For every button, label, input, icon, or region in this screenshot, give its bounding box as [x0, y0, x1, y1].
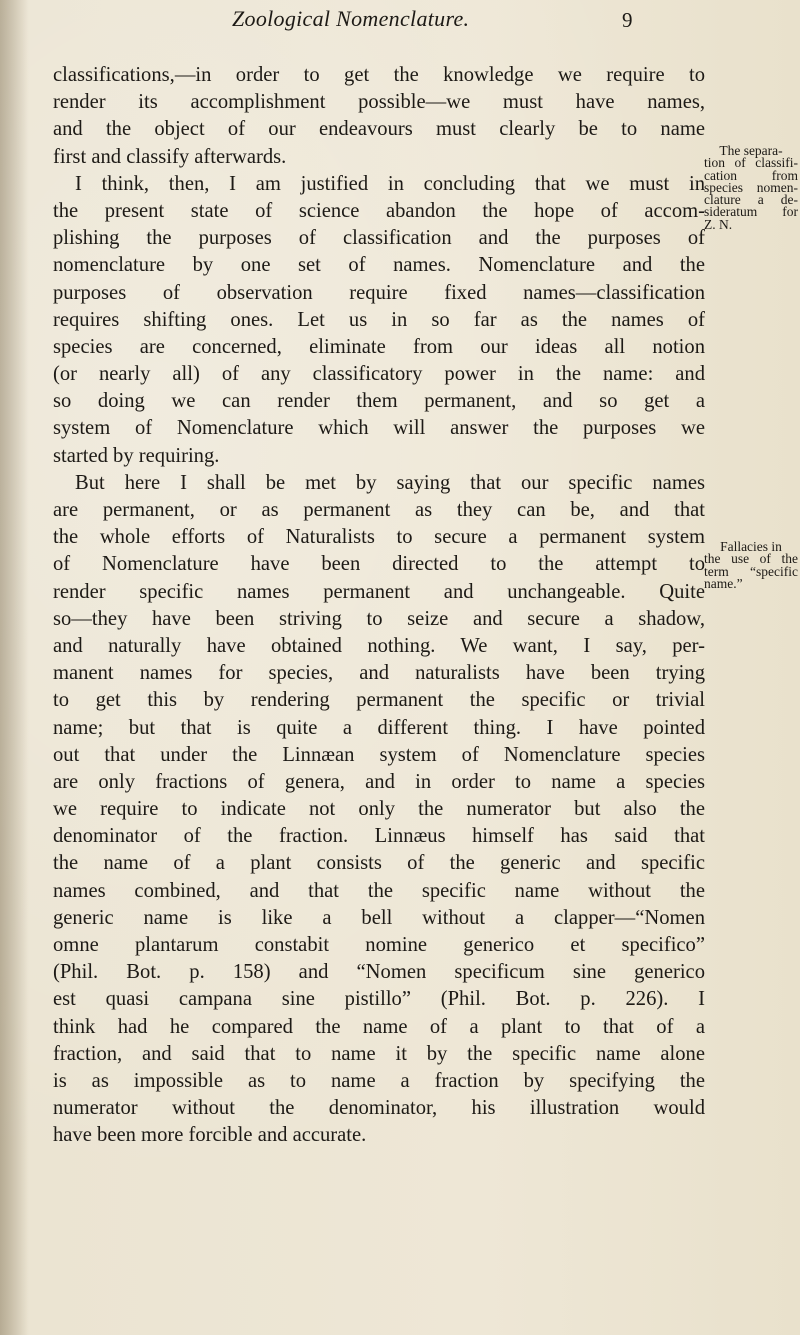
text-line: the name of a plant consists of the generic and specific — [53, 852, 705, 875]
sidenote-line: Z. N. — [704, 216, 733, 232]
text-line: classifications,—in order to get the knowledge we require to — [53, 64, 705, 86]
sidenote-fallacies — [704, 541, 798, 590]
text-line: the whole efforts of Naturalists to secure a permanent system — [53, 526, 705, 549]
text-line: render specific names permanent and unchangeable. Quite — [53, 580, 705, 603]
text-line: we require to indicate not only the numerator but also the — [53, 798, 705, 821]
text-line: fraction, and said that to name it by the specific name alone — [53, 1042, 705, 1065]
sidenote-line: The separa- — [719, 143, 783, 158]
text-line: think had he compared the name of a plant to that of a — [53, 1015, 705, 1038]
text-line: numerator without the denominator, his illustration would — [53, 1097, 705, 1120]
text-line: the present state of science abandon the hope of accom- — [53, 199, 705, 222]
text-line: so—they have been striving to seize and secure a shadow, — [53, 607, 705, 630]
text-line: manent names for species, and naturalists have been trying — [53, 662, 705, 685]
text-line: is as impossible as to name a fraction by specifying the — [53, 1069, 705, 1092]
running-title: Zoological Nomenclature. — [232, 6, 470, 31]
text-line: But here I shall be met by saying that our specific names — [75, 471, 705, 494]
text-line: to get this by rendering permanent the specific or trivial — [53, 689, 705, 712]
text-line: and naturally have obtained nothing. We want, I say, per- — [53, 634, 705, 657]
text-line: plishing the purposes of classification and the purposes of — [53, 227, 705, 250]
body-text — [53, 62, 705, 1150]
page-number: 9 — [622, 8, 633, 32]
sidenote-line: name.” — [704, 575, 743, 591]
text-line: names combined, and that the specific name without the — [53, 879, 705, 902]
text-line: render its accomplishment possible—we must have names, — [53, 91, 705, 114]
text-line: purposes of observation require fixed names—classification — [53, 281, 705, 304]
text-line: I think, then, I am justified in concluding that we must in — [75, 172, 705, 195]
text-line: are only fractions of genera, and in order to name a species — [53, 770, 705, 793]
text-line: denominator of the fraction. Linnæus himself has said that — [53, 825, 705, 848]
text-line: first and classify afterwards. — [53, 145, 287, 168]
sidenote-separation — [704, 145, 798, 231]
sidenote-line: species nomen- — [704, 179, 798, 195]
text-line: started by requiring. — [53, 444, 220, 467]
text-line: generic name is like a bell without a clapper—“Nomen — [53, 906, 705, 929]
sidenote-line: clature a de- — [704, 192, 798, 208]
text-line: have been more forcible and accurate. — [53, 1124, 367, 1147]
text-line: name; but that is quite a different thing. I have pointed — [53, 716, 705, 739]
text-line: est quasi campana sine pistillo” (Phil. Bot. p. 226). I — [53, 988, 705, 1011]
text-line: species are concerned, eliminate from our ideas all notion — [53, 335, 705, 358]
text-line: and the object of our endeavours must clearly be to name — [53, 118, 705, 141]
sidenote-line: sideratum for — [704, 204, 798, 220]
page-gutter-shadow — [0, 0, 28, 1335]
text-line: (or nearly all) of any classificatory power in the name: and — [53, 363, 705, 386]
sidenote-line: tion of classifi- — [704, 155, 798, 171]
text-line: are permanent, or as permanent as they can be, and that — [53, 499, 705, 521]
sidenote-line: Fallacies in — [720, 539, 782, 554]
text-line: system of Nomenclature which will answer the purposes we — [53, 417, 705, 440]
sidenote-line: the use of the — [704, 551, 798, 567]
text-line: (Phil. Bot. p. 158) and “Nomen specificum sine generico — [53, 961, 705, 984]
text-line: out that under the Linnæan system of Nomenclature species — [53, 743, 705, 766]
text-line: nomenclature by one set of names. Nomenclature and the — [53, 254, 705, 277]
sidenote-line: term “specific — [704, 563, 798, 579]
text-line: omne plantarum constabit nomine generico et specifico” — [53, 934, 705, 956]
text-line: so doing we can render them permanent, and so get a — [53, 390, 705, 413]
text-line: of Nomenclature have been directed to the attempt to — [53, 553, 705, 576]
text-line: requires shifting ones. Let us in so far as the names of — [53, 308, 705, 331]
running-head — [0, 6, 800, 36]
sidenote-line: cation from — [704, 167, 798, 183]
